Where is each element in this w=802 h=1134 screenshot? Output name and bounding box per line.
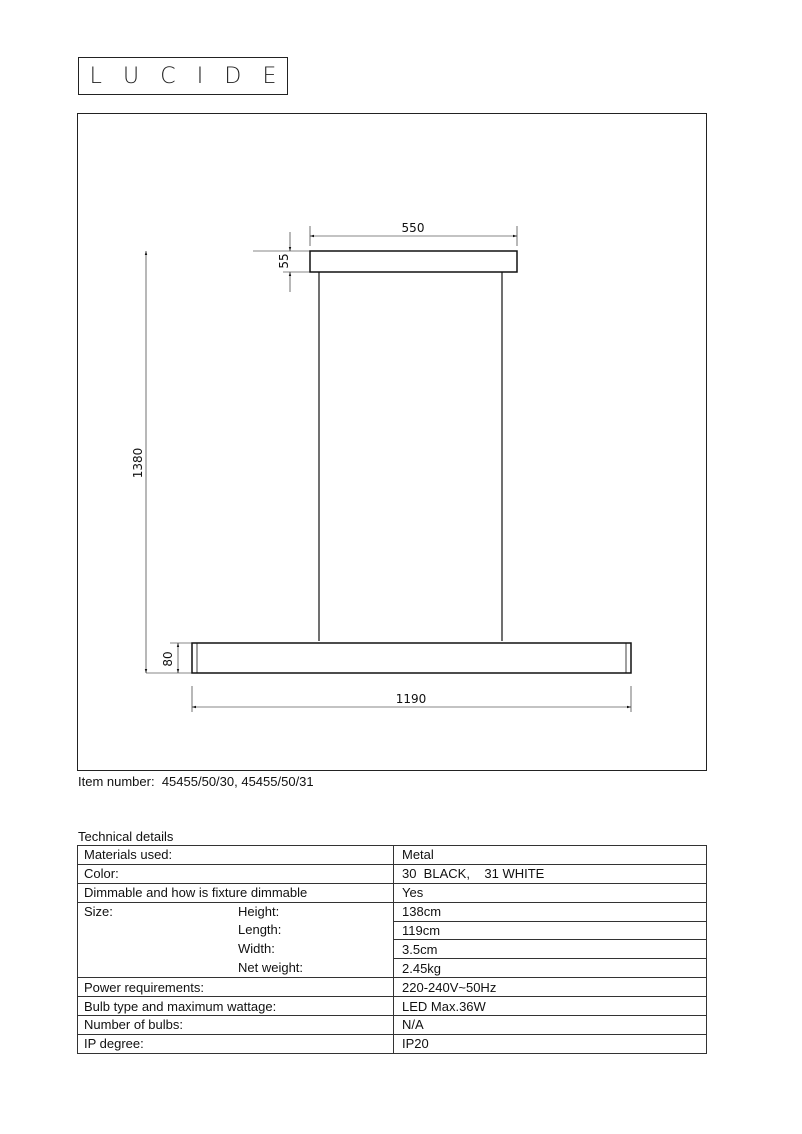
spec-label: Bulb type and maximum wattage:: [78, 997, 394, 1016]
table-row: [78, 883, 707, 902]
spec-label: Size: Height:: [78, 902, 394, 921]
logo-letters: [79, 58, 287, 94]
spec-label: [78, 940, 394, 959]
spec-sublabel: Height:: [238, 903, 280, 919]
table-row: [78, 997, 707, 1016]
table-row: [78, 846, 707, 865]
spec-label: IP degree:: [78, 1034, 394, 1053]
item-number-value: 45455/50/30, 45455/50/31: [161, 774, 314, 789]
lamp-body-shape: [192, 643, 631, 673]
spec-label: Power requirements:: [78, 978, 394, 997]
table-row: [78, 1034, 707, 1053]
technical-details-table: [77, 845, 707, 1054]
technical-drawing-frame: [77, 113, 707, 771]
spec-value: Metal: [394, 846, 707, 865]
table-row: [78, 959, 707, 978]
technical-drawing: [78, 114, 708, 772]
lamp-length-label: 1190: [395, 692, 427, 706]
brand-logo: [78, 57, 288, 95]
spec-value: IP20: [394, 1034, 707, 1053]
item-number-label: Item number:: [78, 774, 155, 789]
table-row: [78, 940, 707, 959]
table-row: [78, 1016, 707, 1035]
table-row: [78, 978, 707, 997]
spec-sublabel: Length:: [238, 922, 282, 938]
spec-label: [78, 959, 394, 978]
table-row: [78, 921, 707, 940]
canopy-height-label: 55: [277, 253, 291, 269]
canopy-shape: [310, 251, 517, 272]
table-row: [78, 864, 707, 883]
technical-details-heading: Technical details: [78, 829, 174, 844]
spec-sublabel: Width:: [238, 940, 275, 956]
spec-value: 119cm: [394, 921, 707, 940]
spec-label: Dimmable and how is fixture dimmable: [78, 883, 394, 902]
spec-value: 30 BLACK, 31 WHITE: [394, 864, 707, 883]
logo-letter: I: [196, 63, 204, 89]
table-row: [78, 902, 707, 921]
logo-letter: C: [160, 63, 176, 89]
spec-value: Yes: [394, 883, 707, 902]
spec-value: 2.45kg: [394, 959, 707, 978]
logo-letter: L: [89, 63, 102, 89]
logo-letter: D: [224, 63, 242, 89]
spec-value: 138cm: [394, 902, 707, 921]
item-number: [78, 774, 314, 789]
spec-label: Materials used:: [78, 846, 394, 865]
spec-value: LED Max.36W: [394, 997, 707, 1016]
spec-value: N/A: [394, 1016, 707, 1035]
total-height-label: 1380: [131, 447, 145, 479]
spec-label: Color:: [78, 864, 394, 883]
spec-sublabel: Net weight:: [238, 959, 304, 975]
canopy-width-label: 550: [401, 221, 425, 235]
logo-letter: U: [122, 63, 140, 89]
lamp-height-label: 80: [161, 651, 175, 667]
logo-letter: E: [262, 63, 277, 89]
spec-label: Number of bulbs:: [78, 1016, 394, 1035]
spec-value: 3.5cm: [394, 940, 707, 959]
spec-value: 220-240V~50Hz: [394, 978, 707, 997]
spec-label: [78, 921, 394, 940]
